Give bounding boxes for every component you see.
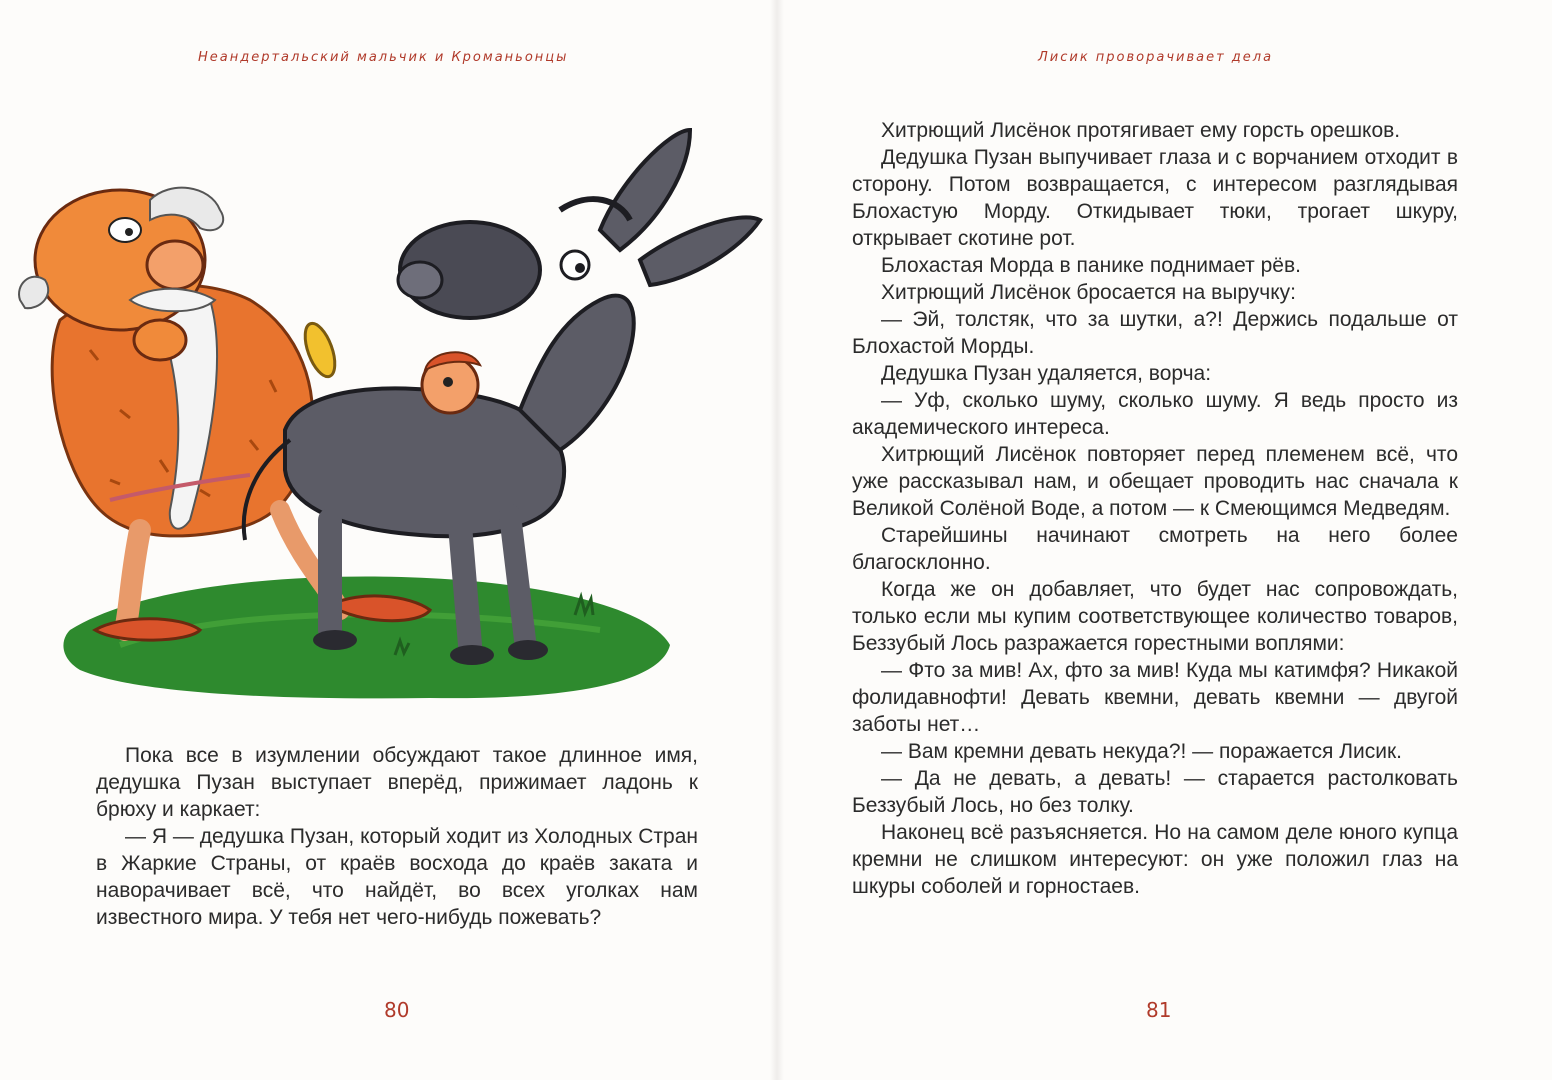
paragraph: — Да не девать, а девать! — старается растолковать Беззубый Лось, но без толку. <box>852 767 1458 817</box>
paragraph: Дедушка Пузан удаляется, ворча: <box>881 362 1212 385</box>
paragraph: — Эй, толстяк, что за шутки, а?! Держись подальше от Блохастой Морды. <box>852 308 1458 358</box>
caveman-and-donkey-illustration <box>0 110 776 710</box>
right-page <box>776 0 1552 1080</box>
paragraph: Блохастая Морда в панике поднимает рёв. <box>881 254 1301 277</box>
page-number-right: 81 <box>1146 998 1172 1022</box>
left-page-text <box>96 742 698 931</box>
running-head-left: Неандертальский мальчик и Кроманьонцы <box>198 50 569 65</box>
paragraph: Старейшины начинают смотреть на него более благосклонно. <box>852 524 1458 574</box>
page-number-left: 80 <box>384 998 410 1022</box>
paragraph: Когда же он добавляет, что будет нас сопровождать, только если мы купим соответствующее количество товаров, Беззубый Лось разражается горестными воплями: <box>852 578 1458 655</box>
paragraph: Дедушка Пузан выпучивает глаза и с ворчанием отходит в сторону. Потом возвращается, с интересом разглядывая Блохастую Морду. Откидывает тюки, трогает шкуру, открывает скотине рот. <box>852 146 1458 250</box>
paragraph: Хитрющий Лисёнок бросается на выручку: <box>881 281 1296 304</box>
paragraph: — Фто за мив! Ах, фто за мив! Куда мы катимфя? Никакой фолидавнофти! Девать квемни, девать квемни — двугой заботы нет… <box>852 659 1458 736</box>
paragraph: Хитрющий Лисёнок повторяет перед племенем всё, что уже рассказывал нам, и обещает проводить нас сначала к Великой Солёной Воде, а потом — к Смеющимся Медведям. <box>852 443 1458 520</box>
paragraph: Пока все в изумлении обсуждают такое длинное имя, дедушка Пузан выступает вперёд, прижимает ладонь к брюху и каркает: <box>96 744 698 821</box>
paragraph: — Вам кремни девать некуда?! — поражается Лисик. <box>881 740 1402 763</box>
right-page-text <box>852 117 1458 900</box>
paragraph: Хитрющий Лисёнок протягивает ему горсть орешков. <box>881 119 1401 142</box>
paragraph: — Я — дедушка Пузан, который ходит из Холодных Стран в Жаркие Страны, от краёв восхода до краёв заката и наворачивает всё, что найдёт, во всех уголках нам известного мира. У тебя нет чего-нибудь пожевать? <box>96 825 698 929</box>
paragraph: — Уф, сколько шуму, сколько шуму. Я ведь просто из академического интереса. <box>852 389 1458 439</box>
running-head-right: Лисик проворачивает дела <box>1038 50 1274 65</box>
paragraph: Наконец всё разъясняется. Но на самом деле юного купца кремни не слишком интересуют: он уже положил глаз на шкуры соболей и горностаев. <box>852 821 1458 898</box>
